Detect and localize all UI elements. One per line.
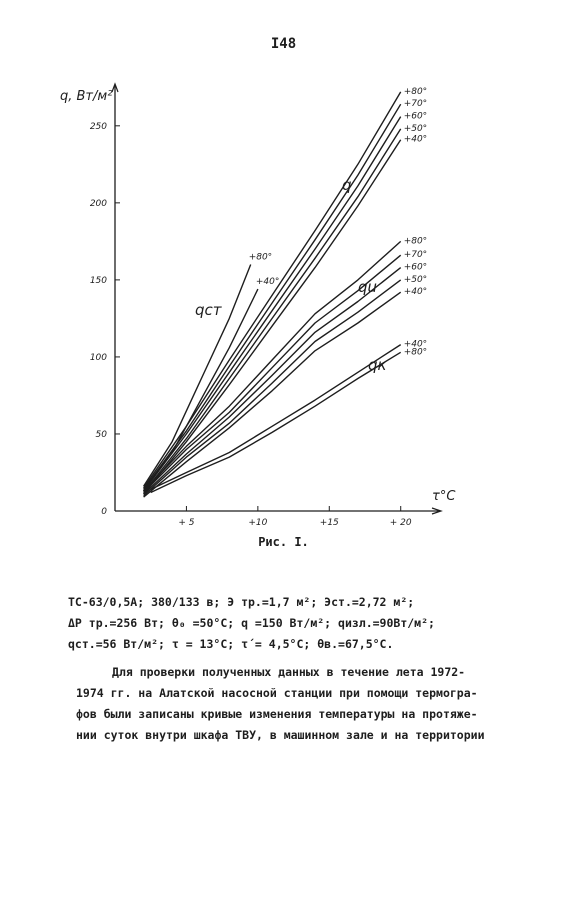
y-tick-label: 50 bbox=[95, 429, 107, 440]
series-tag-3-1: +80° bbox=[403, 347, 428, 358]
series-tag-0-2: +60° bbox=[403, 111, 428, 122]
body-line: Для проверки полученных данных в течение лета 1972- bbox=[112, 665, 466, 679]
series-line-2-3 bbox=[144, 280, 401, 496]
body-line: нии суток внутри шкафа ТВУ, в машинном зале и на территории bbox=[76, 728, 485, 742]
group-label-qk: qк bbox=[368, 356, 387, 374]
chart-curve-tags bbox=[249, 87, 428, 357]
x-tick-label: +10 bbox=[248, 518, 268, 528]
group-label-qu: qu bbox=[358, 278, 378, 296]
chart-ticks bbox=[90, 122, 412, 528]
series-line-2-4 bbox=[144, 292, 401, 497]
x-axis-title: τ°C bbox=[432, 489, 456, 504]
parameters-block bbox=[68, 592, 538, 655]
y-tick-label: 200 bbox=[89, 198, 107, 209]
y-tick-label: 150 bbox=[89, 275, 107, 286]
series-line-0-4 bbox=[144, 140, 401, 494]
y-axis-title: q, Вт/м² bbox=[60, 89, 113, 104]
x-tick-label: + 5 bbox=[178, 518, 195, 528]
series-tag-0-3: +50° bbox=[403, 123, 428, 134]
body-line: 1974 гг. на Алатской насосной станции при помощи термогра- bbox=[76, 686, 478, 700]
series-tag-2-4: +40° bbox=[403, 287, 428, 298]
series-line-3-0 bbox=[151, 345, 401, 490]
x-tick-label: + 20 bbox=[389, 518, 412, 528]
figure-caption: Рис. I. bbox=[258, 535, 309, 549]
params-line: ТС-63/0,5А; 380/133 в; Э тр.=1,7 м²; Эст.=2,72 м²; bbox=[68, 595, 415, 609]
series-tag-2-0: +80° bbox=[403, 236, 428, 247]
params-line: ΔР тр.=256 Вт; θ₀ =50°С; q =150 Вт/м²; qизл.=90Вт/м²; bbox=[68, 616, 435, 630]
group-label-qst: qст bbox=[195, 301, 222, 319]
params-line: qст.=56 Вт/м²; τ = 13°С; τ´= 4,5°С; θв.=67,5°С. bbox=[68, 637, 394, 651]
series-tag-0-0: +80° bbox=[403, 86, 428, 97]
series-tag-2-2: +60° bbox=[403, 262, 428, 273]
series-tag-0-1: +70° bbox=[403, 99, 428, 110]
y-tick-label: 0 bbox=[101, 507, 107, 517]
group-label-q: q bbox=[342, 176, 352, 194]
y-tick-label: 250 bbox=[89, 121, 107, 132]
series-tag-1-0: +80° bbox=[248, 252, 273, 263]
page-number: I48 bbox=[270, 36, 297, 52]
body-line: фов были записаны кривые изменения температуры на протяже- bbox=[76, 707, 478, 721]
series-tag-3-0: +40° bbox=[403, 339, 428, 350]
x-tick-label: +15 bbox=[319, 518, 339, 528]
series-tag-1-1: +40° bbox=[255, 277, 280, 288]
series-tag-2-3: +50° bbox=[403, 274, 428, 285]
series-tag-2-1: +70° bbox=[403, 250, 428, 261]
body-paragraph bbox=[76, 662, 534, 746]
y-tick-label: 100 bbox=[89, 352, 107, 363]
series-tag-0-4: +40° bbox=[403, 134, 428, 145]
